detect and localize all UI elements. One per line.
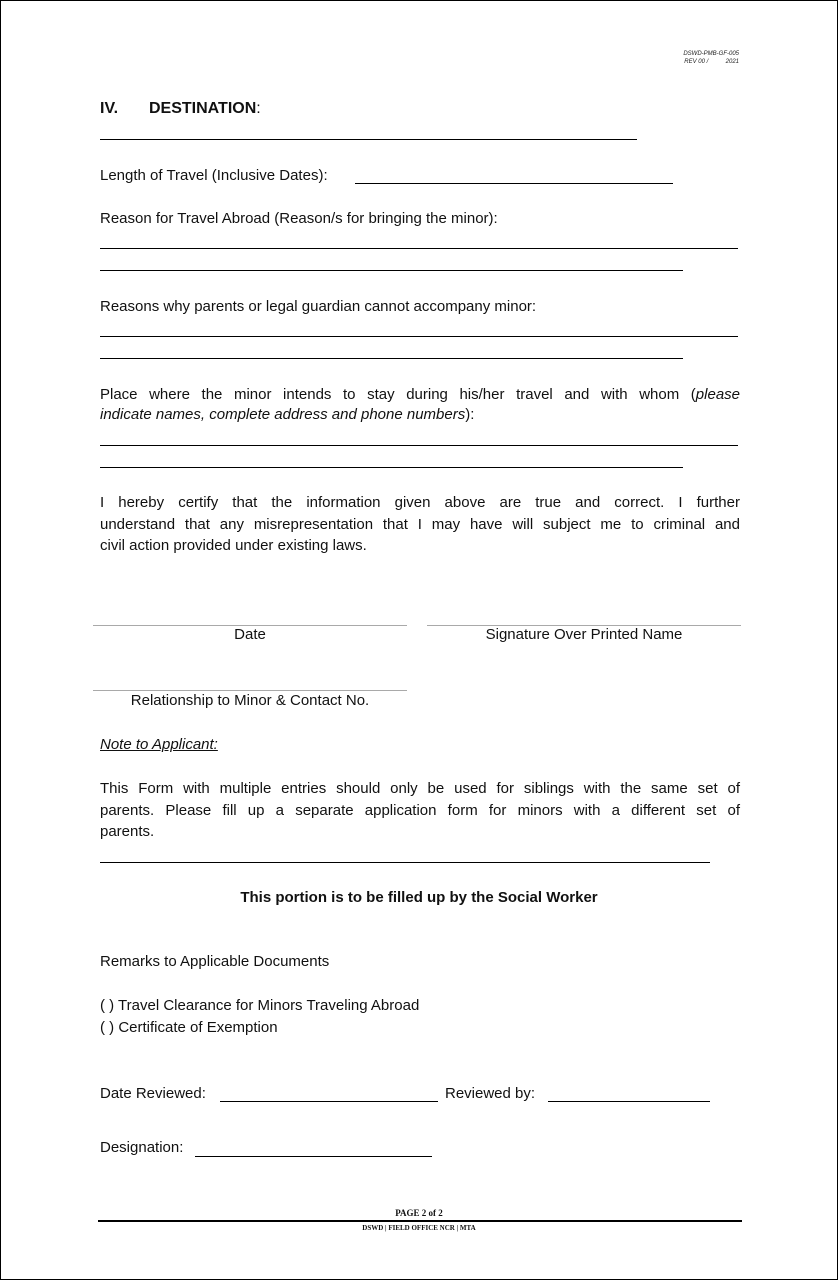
place-of-stay-prefix: Place where the minor intends to stay during his/her travel and with whom (	[100, 386, 696, 403]
reasons-parents-line-2[interactable]	[100, 358, 683, 359]
certification-line-2: understand that any misrepresentation that I may have will subject me to criminal and	[100, 516, 740, 533]
place-of-stay-suffix: ):	[465, 406, 475, 423]
section-name: DESTINATION	[149, 100, 257, 117]
place-of-stay-italic-2: indicate names, complete address and phone numbers	[100, 406, 466, 423]
section-number: IV.	[100, 100, 119, 117]
reasons-parents-line-1[interactable]	[100, 336, 738, 337]
footer-office: DSWD | FIELD OFFICE NCR | MTA	[362, 1224, 476, 1232]
note-line-1: This Form with multiple entries should only be used for siblings with the same set of	[100, 780, 740, 797]
section-title	[100, 100, 261, 118]
revision-label: REV 00 /	[684, 59, 709, 65]
certification-line-1: I hereby certify that the information given above are true and correct. I further	[100, 494, 740, 511]
social-worker-title: This portion is to be filled up by the Social Worker	[240, 889, 598, 906]
certification-line-3: civil action provided under existing laws.	[100, 537, 367, 554]
revision-year: 2021	[725, 59, 739, 65]
date-reviewed-input-line[interactable]	[220, 1101, 438, 1102]
place-of-stay-line-input-2[interactable]	[100, 467, 683, 468]
place-of-stay-line-2	[100, 406, 474, 423]
note-divider-line	[100, 862, 710, 863]
signature-label: Signature Over Printed Name	[485, 626, 683, 643]
note-line-2: parents. Please fill up a separate application form for minors with a different set of	[100, 802, 740, 819]
document-code	[683, 50, 739, 66]
relationship-label: Relationship to Minor & Contact No.	[130, 692, 370, 709]
revision-row	[683, 58, 739, 66]
place-of-stay-italic-1: please	[695, 386, 740, 403]
length-of-travel-input-line[interactable]	[355, 183, 673, 184]
reason-for-travel-label: Reason for Travel Abroad (Reason/s for bringing the minor):	[100, 210, 498, 227]
form-code: DSWD-PMB-GF-005	[683, 51, 739, 57]
length-of-travel-label: Length of Travel (Inclusive Dates):	[100, 167, 328, 184]
designation-label: Designation:	[100, 1139, 184, 1156]
option-certificate-exemption[interactable]: ( ) Certificate of Exemption	[100, 1019, 278, 1036]
place-of-stay-line-1	[100, 384, 740, 406]
date-reviewed-label: Date Reviewed:	[100, 1085, 206, 1102]
option-travel-clearance[interactable]: ( ) Travel Clearance for Minors Traveling Abroad	[100, 997, 420, 1014]
page-number: PAGE 2 of 2	[395, 1208, 443, 1218]
reason-for-travel-line-2[interactable]	[100, 270, 683, 271]
note-line-3: parents.	[100, 823, 155, 840]
remarks-label: Remarks to Applicable Documents	[100, 953, 330, 970]
destination-input-line[interactable]	[100, 139, 637, 140]
reasons-parents-label: Reasons why parents or legal guardian cannot accompany minor:	[100, 298, 537, 315]
reviewed-by-label: Reviewed by:	[445, 1085, 536, 1102]
place-of-stay-line-input-1[interactable]	[100, 445, 738, 446]
reason-for-travel-line-1[interactable]	[100, 248, 738, 249]
footer-rule	[98, 1220, 742, 1222]
relationship-line[interactable]	[93, 690, 407, 691]
reviewed-by-input-line[interactable]	[548, 1101, 710, 1102]
note-label: Note to Applicant:	[100, 736, 218, 753]
section-colon: :	[256, 100, 261, 117]
date-label: Date	[234, 626, 266, 643]
designation-input-line[interactable]	[195, 1156, 432, 1157]
